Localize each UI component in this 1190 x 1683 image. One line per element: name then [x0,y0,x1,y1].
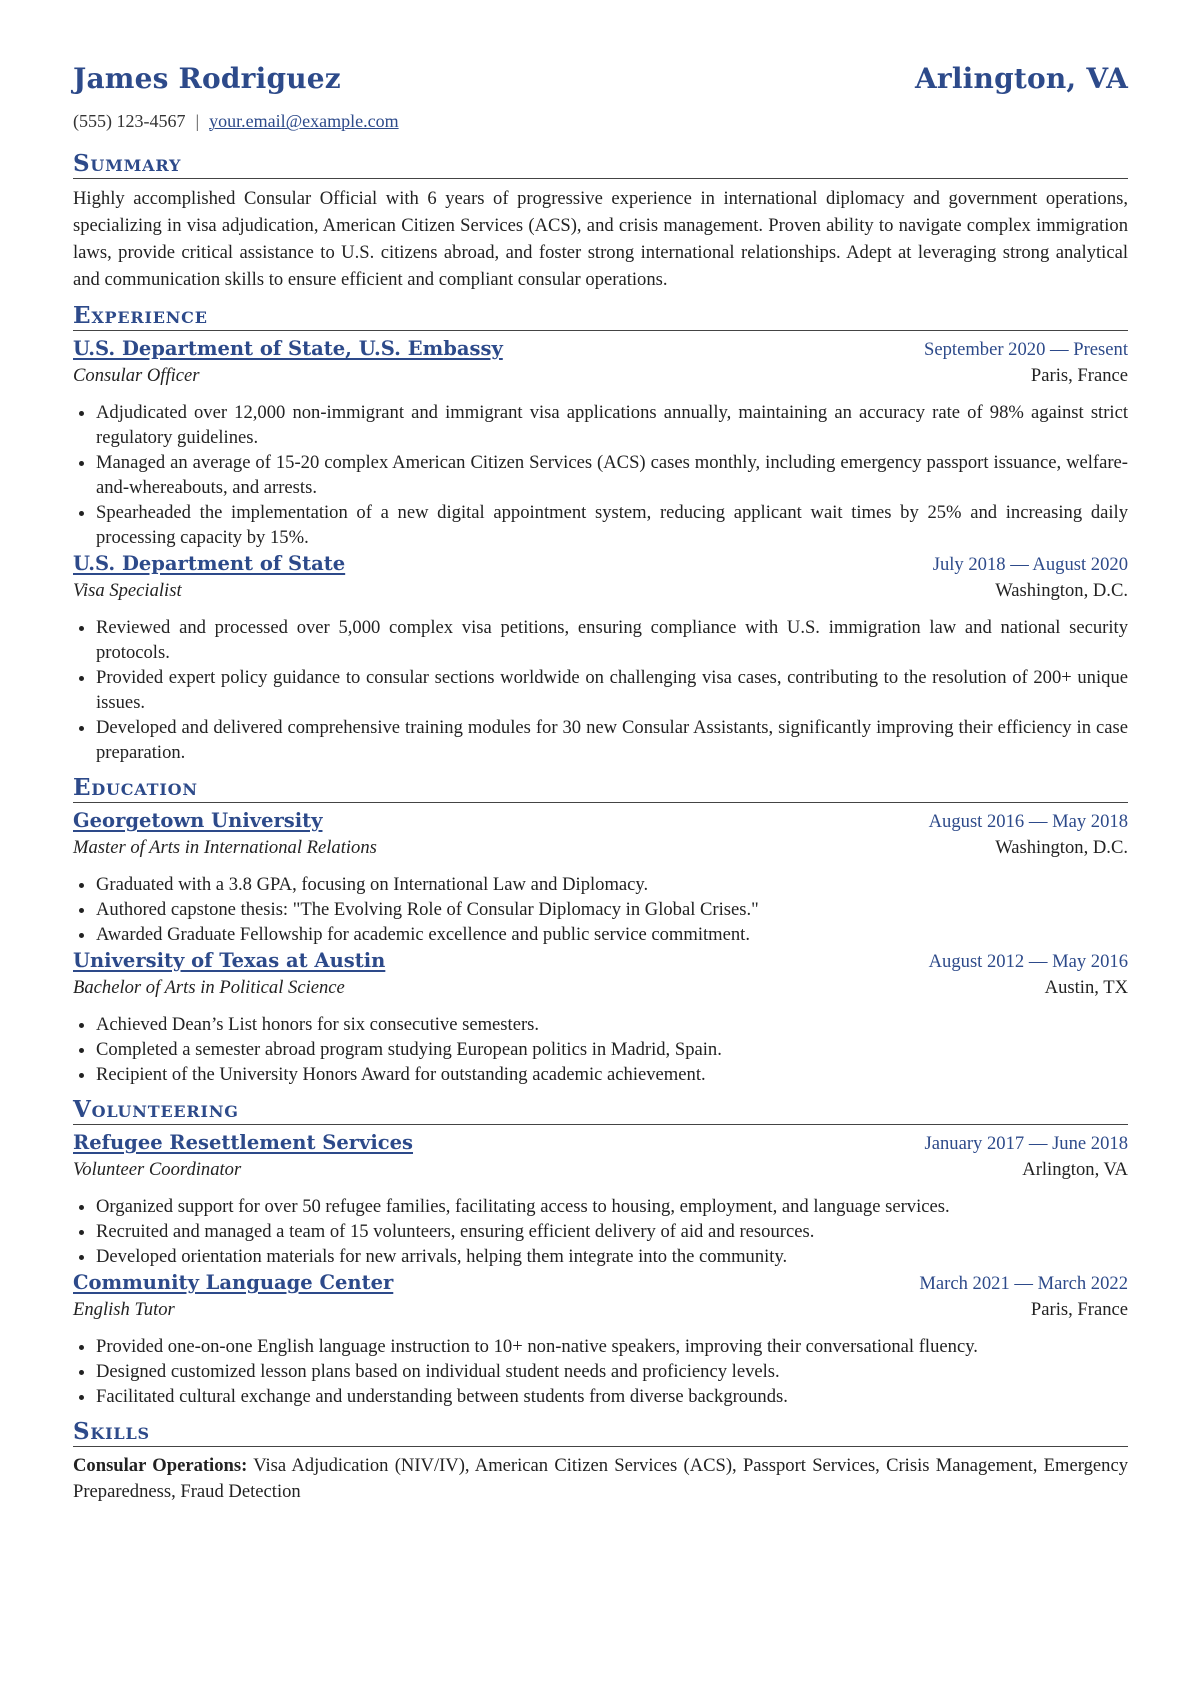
bullet-text: Facilitated cultural exchange and understanding between students from diverse backgrounds. [96,1386,788,1407]
bullet-icon [79,726,84,731]
bullet-text: Recipient of the University Honors Award for outstanding academic achievement. [96,1064,706,1085]
bullet-icon [79,461,84,466]
bullet-item [73,1062,1128,1087]
role-title: English Tutor [73,1299,175,1320]
bullet-text: Developed orientation materials for new arrivals, helping them integrate into the community. [96,1246,788,1267]
summary-text: Highly accomplished Consular Official with 6 years of progressive experience in international diplomacy and government operations, specializing in visa adjudication, American Citizen Services (ACS), and crisis management. Proven ability to navigate complex immigration laws, provide critical assistance to U.S. citizens abroad, and foster strong international relationships. Adept at leveraging strong analytical and communication skills to ensure efficient and compliant consular operations. [73,188,1128,290]
role-title: Consular Officer [73,365,200,386]
date-range: January 2017 — June 2018 [924,1133,1128,1154]
entry-location: Austin, TX [1044,977,1128,998]
role-title: Volunteer Coordinator [73,1159,242,1180]
bullet-text: Completed a semester abroad program studying European politics in Madrid, Spain. [96,1039,722,1060]
bullet-icon [79,411,84,416]
summary-section [73,151,1128,293]
organization-link[interactable]: Refugee Resettlement Services [73,1131,414,1154]
entry [73,809,1128,947]
bullet-icon [79,511,84,516]
bullet-text: Awarded Graduate Fellowship for academic excellence and public service commitment. [96,924,750,945]
candidate-name: James Rodriguez [73,62,341,95]
bullet-item [73,1194,1128,1219]
phone-number: (555) 123-4567 [73,111,186,131]
bullet-item [73,922,1128,947]
bullet-item [73,1012,1128,1037]
entry [73,949,1128,1087]
entry [73,552,1128,765]
bullet-text: Authored capstone thesis: "The Evolving Role of Consular Diplomacy in Global Crises." [96,899,759,920]
entry-subheader [73,837,1128,865]
bullet-text: Graduated with a 3.8 GPA, focusing on International Law and Diplomacy. [96,874,649,895]
bullet-item [73,1037,1128,1062]
bullet-item [73,715,1128,765]
bullet-text: Organized support for over 50 refugee families, facilitating access to housing, employment, and language services. [96,1196,950,1217]
role-title: Visa Specialist [73,580,182,601]
entry-subheader [73,580,1128,608]
date-range: July 2018 — August 2020 [932,554,1128,575]
bullet-text: Managed an average of 15-20 complex American Citizen Services (ACS) cases monthly, including emergency passport issuance, welfare-and-whereabouts, and arrests. [96,452,1128,498]
date-range: March 2021 — March 2022 [919,1273,1128,1294]
experience-entries [73,337,1128,765]
contact-line [73,111,1128,141]
bullet-icon [79,1023,84,1028]
entry-header [73,1271,1128,1299]
entry [73,1271,1128,1409]
bullet-text: Recruited and managed a team of 15 volunteers, ensuring efficient delivery of aid and resources. [96,1221,815,1242]
volunteering-section [73,1097,1128,1409]
bullet-icon [79,1345,84,1350]
bullet-item [73,615,1128,665]
volunteering-entries [73,1131,1128,1409]
bullet-text: Developed and delivered comprehensive training modules for 30 new Consular Assistants, significantly improving their efficiency in case preparation. [96,717,1128,763]
entry [73,337,1128,550]
section-title-skills: Skills [73,1419,1128,1447]
bullet-list [73,872,1128,947]
entry-location: Paris, France [1030,1299,1128,1320]
skill-category-label: Consular Operations: [73,1455,248,1476]
entry-header [73,949,1128,977]
bullet-list [73,615,1128,765]
education-section [73,775,1128,1087]
bullet-item [73,1384,1128,1409]
entry-header [73,337,1128,365]
bullet-text: Adjudicated over 12,000 non-immigrant and immigrant visa applications annually, maintaining an accuracy rate of 98% against strict regulatory guidelines. [96,402,1128,448]
header [73,62,1128,110]
skills-section [73,1419,1128,1505]
bullet-icon [79,626,84,631]
bullet-icon [79,933,84,938]
role-title: Master of Arts in International Relations [73,837,377,858]
bullet-item [73,400,1128,450]
contact-separator: | [195,111,200,131]
bullet-list [73,400,1128,550]
section-title-summary: Summary [73,151,1128,179]
entry-location: Arlington, VA [1022,1159,1128,1180]
bullet-icon [79,1370,84,1375]
bullet-list [73,1012,1128,1087]
bullet-icon [79,1255,84,1260]
entry-subheader [73,365,1128,393]
bullet-item [73,1359,1128,1384]
entry-location: Washington, D.C. [995,580,1128,601]
experience-section [73,303,1128,765]
resume-page [73,62,1128,1505]
bullet-icon [79,908,84,913]
bullet-icon [79,1395,84,1400]
organization-link[interactable]: Community Language Center [73,1271,394,1294]
bullet-text: Spearheaded the implementation of a new digital appointment system, reducing applicant wait times by 25% and increasing daily processing capacity by 15%. [96,502,1128,548]
bullet-item [73,1334,1128,1359]
date-range: September 2020 — Present [924,339,1128,360]
bullet-text: Provided expert policy guidance to consular sections worldwide on challenging visa cases, contributing to the resolution of 200+ unique issues. [96,667,1128,713]
bullet-text: Achieved Dean’s List honors for six consecutive semesters. [96,1014,540,1035]
entry-subheader [73,977,1128,1005]
education-entries [73,809,1128,1087]
bullet-text: Reviewed and processed over 5,000 complex visa petitions, ensuring compliance with U.S. immigration law and national security protocols. [96,617,1128,663]
bullet-text: Provided one-on-one English language instruction to 10+ non-native speakers, improving their conversational fluency. [96,1336,978,1357]
bullet-text: Designed customized lesson plans based on individual student needs and proficiency levels. [96,1361,780,1382]
entry-header [73,809,1128,837]
bullet-icon [79,1205,84,1210]
bullet-item [73,665,1128,715]
bullet-item [73,450,1128,500]
bullet-item [73,1219,1128,1244]
date-range: August 2016 — May 2018 [928,811,1128,832]
bullet-icon [79,883,84,888]
email-link[interactable]: your.email@example.com [209,111,399,131]
section-title-education: Education [73,775,1128,803]
entry [73,1131,1128,1269]
organization-link[interactable]: U.S. Department of State, U.S. Embassy [73,337,503,360]
section-title-experience: Experience [73,303,1128,331]
candidate-location: Arlington, VA [914,62,1128,95]
entry-location: Paris, France [1030,365,1128,386]
entry-header [73,1131,1128,1159]
bullet-icon [79,676,84,681]
bullet-icon [79,1048,84,1053]
bullet-icon [79,1073,84,1078]
section-title-volunteering: Volunteering [73,1097,1128,1125]
bullet-item [73,500,1128,550]
organization-link[interactable]: University of Texas at Austin [73,949,386,972]
entry-location: Washington, D.C. [995,837,1128,858]
skills-line [73,1453,1128,1505]
entry-header [73,552,1128,580]
bullet-list [73,1334,1128,1409]
bullet-item [73,897,1128,922]
organization-link[interactable]: Georgetown University [73,809,323,832]
organization-link[interactable]: U.S. Department of State [73,552,346,575]
skill-category-values: Visa Adjudication (NIV/IV), American Citizen Services (ACS), Passport Services, Crisis Management, Emergency Preparedness, Fraud Detection [73,1455,1128,1502]
role-title: Bachelor of Arts in Political Science [73,977,345,998]
entry-subheader [73,1159,1128,1187]
date-range: August 2012 — May 2016 [928,951,1128,972]
bullet-item [73,872,1128,897]
bullet-list [73,1194,1128,1269]
bullet-icon [79,1230,84,1235]
entry-subheader [73,1299,1128,1327]
bullet-item [73,1244,1128,1269]
